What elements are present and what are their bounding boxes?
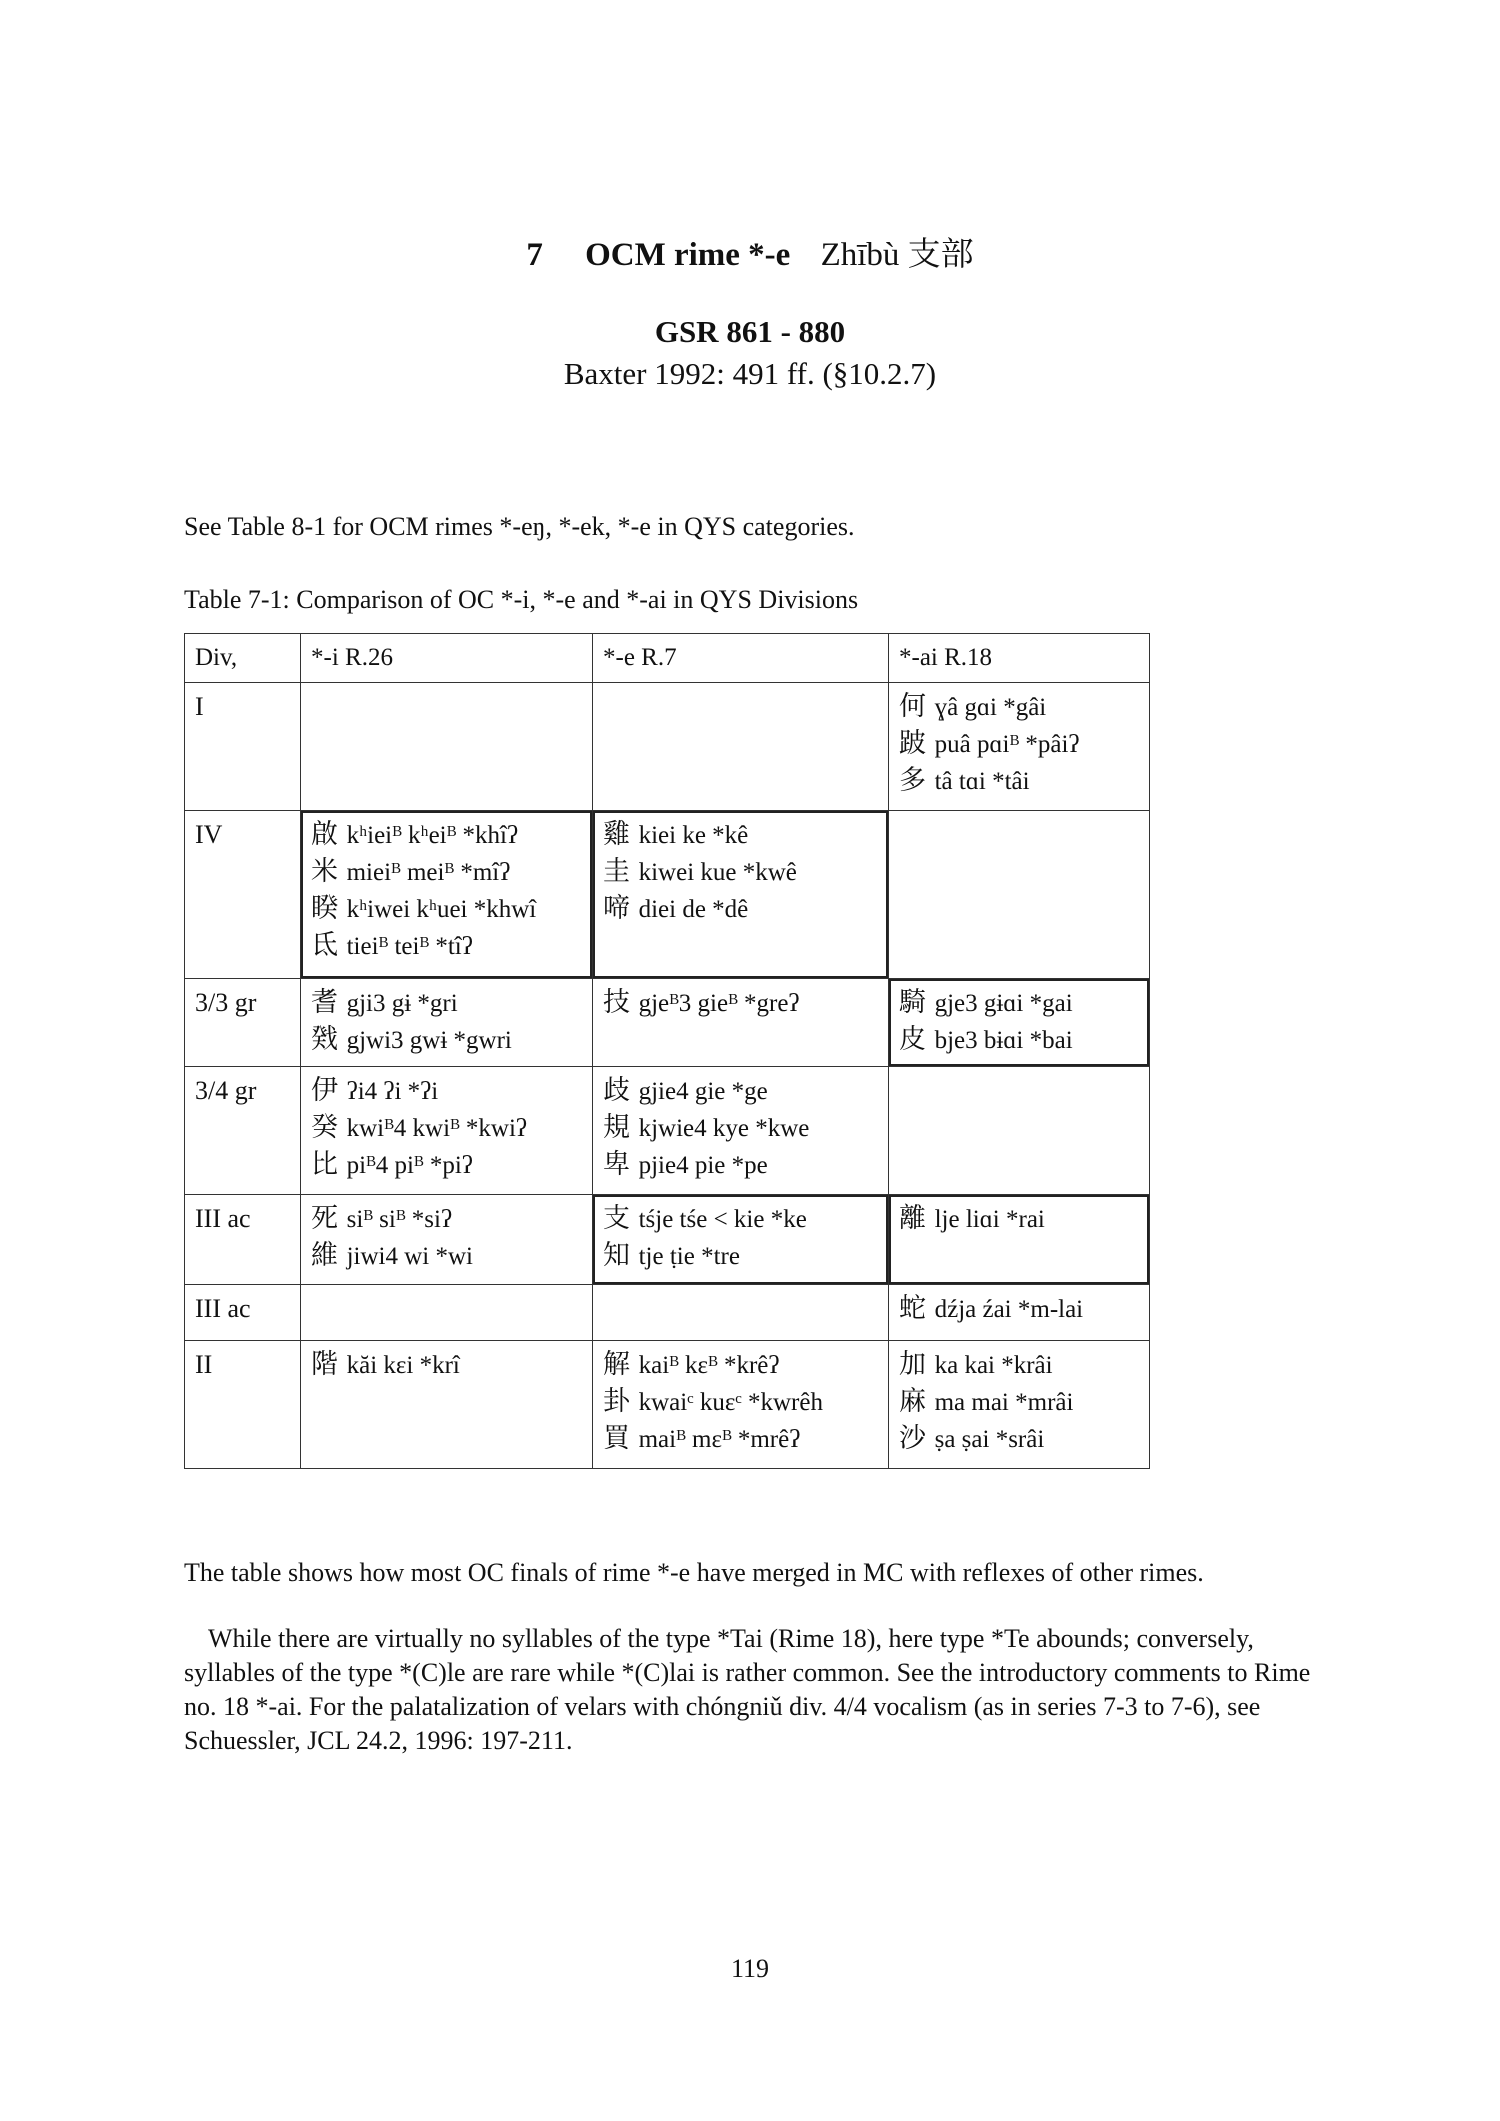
entry-readings: gji3 gɨ *gri: [346, 990, 458, 1017]
entry-readings: lje liɑi *rai: [934, 1206, 1045, 1233]
entry: [311, 1073, 582, 1110]
entry-character: 知: [603, 1240, 639, 1271]
entry-character: 耆: [311, 987, 347, 1018]
entry-character: 蛇: [899, 1293, 935, 1324]
entry-readings: ʔi4 ʔi *ʔi: [346, 1078, 439, 1105]
entry-character: 卦: [603, 1386, 639, 1417]
entry: [899, 1291, 1139, 1328]
entry: [899, 1347, 1139, 1384]
cell-i: [301, 1195, 593, 1285]
entry: [899, 726, 1139, 763]
entry: [603, 1421, 878, 1458]
entry-character: 維: [311, 1240, 347, 1271]
entry-character: 比: [311, 1149, 347, 1180]
cell-ai: [889, 1285, 1150, 1341]
paragraph-2: While there are virtually no syllables of the type *Tai (Rime 18), here type *Te abounds; conversely, syllables of the type *(C)le are rare while *(C)lai is rather common. See the introductory comments to Rime no. 18 *-ai. For the palatalization of velars with chóngniǔ div. 4/4 vocalism (as in series 7-3 to 7-6), see Schuessler, JCL 24.2, 1996: 197-211.: [184, 1624, 1311, 1755]
entry-character: 解: [603, 1349, 639, 1380]
cell-ai: [889, 811, 1150, 979]
table-caption: Table 7-1: Comparison of OC *-i, *-e and *-ai in QYS Divisions: [184, 585, 859, 614]
entry-readings: tśje tśe < kie *ke: [638, 1206, 807, 1233]
entry-character: 氐: [311, 930, 347, 961]
entry: [899, 1421, 1139, 1458]
cell-i: [301, 979, 593, 1067]
entry: [311, 891, 582, 928]
section-heading: [0, 228, 1500, 275]
entry: [311, 854, 582, 891]
entry: [899, 1201, 1139, 1238]
entry: [899, 1022, 1139, 1059]
paragraph-1: The table shows how most OC finals of rime *-e have merged in MC with reflexes of other rimes.: [184, 1558, 1204, 1587]
entry-readings: gje3 gɨɑi *gai: [934, 990, 1073, 1017]
table-row: [185, 1067, 1150, 1195]
entry-readings: kaiᴮ kɛᴮ *krêʔ: [638, 1352, 780, 1379]
header-div: Div,: [185, 634, 301, 683]
entry-readings: gjeᴮ3 gieᴮ *greʔ: [638, 990, 800, 1017]
cell-ai: [889, 683, 1150, 811]
cell-e: [593, 683, 889, 811]
cell-i: [301, 1341, 593, 1469]
entry-character: 多: [899, 765, 935, 796]
gsr-reference: GSR 861 - 880: [654, 314, 846, 349]
entry-character: 買: [603, 1423, 639, 1454]
header-i: *-i R.26: [301, 634, 593, 683]
entry-readings: pjie4 pie *pe: [638, 1152, 768, 1179]
entry-character: 跛: [899, 728, 935, 759]
cell-e: [593, 1341, 889, 1469]
entry-readings: kwaiᶜ kuɛᶜ *kwrêh: [638, 1389, 823, 1416]
entry-character: 階: [311, 1349, 347, 1380]
cell-e: [593, 1067, 889, 1195]
header-ai: *-ai R.18: [889, 634, 1150, 683]
entry: [899, 985, 1139, 1022]
entry-character: 啼: [603, 893, 639, 924]
entry-readings: maiᴮ mɛᴮ *mrêʔ: [638, 1426, 801, 1453]
entry-character: 啟: [311, 819, 347, 850]
entry: [603, 854, 878, 891]
entry: [603, 1201, 878, 1238]
table-header-row: [185, 634, 1150, 683]
entry-character: 戣: [311, 1024, 347, 1055]
comparison-table: [184, 633, 1150, 1469]
cell-ai: [889, 1341, 1150, 1469]
entry: [311, 1238, 582, 1275]
entry-readings: gjwi3 gwɨ *gwri: [346, 1027, 512, 1054]
entry-readings: ṣa ṣai *srâi: [934, 1426, 1045, 1453]
entry-readings: tieiᴮ teiᴮ *tîʔ: [346, 933, 473, 960]
table-row: [185, 683, 1150, 811]
entry-readings: ɣâ gɑi *gâi: [934, 694, 1047, 721]
entry: [603, 1384, 878, 1421]
entry: [311, 1201, 582, 1238]
entry-character: 技: [603, 987, 639, 1018]
cell-e: [593, 979, 889, 1067]
entry-readings: tâ tɑi *tâi: [934, 768, 1030, 795]
division-label: III ac: [185, 1195, 301, 1285]
entry-readings: piᴮ4 piᴮ *piʔ: [346, 1152, 473, 1179]
entry-character: 米: [311, 856, 347, 887]
entry-character: 皮: [899, 1024, 935, 1055]
entry-character: 加: [899, 1349, 935, 1380]
entry-readings: gjie4 gie *ge: [638, 1078, 768, 1105]
entry-readings: kiwei kue *kwê: [638, 859, 797, 886]
table-row: [185, 1285, 1150, 1341]
entry-character: 離: [899, 1203, 935, 1234]
entry-character: 睽: [311, 893, 347, 924]
section-chinese-name: Zhībù 支部: [820, 237, 974, 273]
entry-readings: kʰiwei kʰuei *khwî: [346, 896, 537, 923]
table-body: [185, 683, 1150, 1469]
entry: [311, 1022, 582, 1059]
division-label: 3/3 gr: [185, 979, 301, 1067]
division-label: 3/4 gr: [185, 1067, 301, 1195]
entry: [311, 817, 582, 854]
entry-readings: kwiᴮ4 kwiᴮ *kwiʔ: [346, 1115, 528, 1142]
entry-readings: mieiᴮ meiᴮ *mîʔ: [346, 859, 511, 886]
header-e: *-e R.7: [593, 634, 889, 683]
page-number: 119: [730, 1954, 770, 1983]
entry-readings: diei de *dê: [638, 896, 749, 923]
entry-character: 卑: [603, 1149, 639, 1180]
table-row: [185, 1341, 1150, 1469]
entry: [603, 985, 878, 1022]
entry-character: 支: [603, 1203, 639, 1234]
table-row: [185, 979, 1150, 1067]
section-title: OCM rime *-e: [585, 237, 791, 273]
entry-readings: siᴮ siᴮ *siʔ: [346, 1206, 453, 1233]
entry-readings: dźja źai *m-lai: [934, 1296, 1084, 1323]
entry: [603, 1238, 878, 1275]
table-row: [185, 811, 1150, 979]
entry: [311, 985, 582, 1022]
cell-i: [301, 683, 593, 811]
cell-i: [301, 1067, 593, 1195]
entry-readings: kiei ke *kê: [638, 822, 749, 849]
entry-readings: tje ṭie *tre: [638, 1243, 740, 1270]
cell-i: [301, 1285, 593, 1341]
entry-character: 歧: [603, 1075, 639, 1106]
entry-character: 規: [603, 1112, 639, 1143]
entry: [311, 1347, 582, 1384]
entry-readings: ma mai *mrâi: [934, 1389, 1074, 1416]
entry: [603, 1110, 878, 1147]
division-label: IV: [185, 811, 301, 979]
entry-readings: bje3 bɨɑi *bai: [934, 1027, 1073, 1054]
baxter-reference: Baxter 1992: 491 ff. (§10.2.7): [563, 356, 937, 391]
entry: [603, 1147, 878, 1184]
section-number: 7: [526, 237, 543, 273]
cell-e: [593, 1195, 889, 1285]
cell-ai: [889, 1067, 1150, 1195]
see-table-note: See Table 8-1 for OCM rimes *-eŋ, *-ek, *-e in QYS categories.: [184, 512, 855, 541]
entry-readings: kjwie4 kye *kwe: [638, 1115, 810, 1142]
entry-character: 騎: [899, 987, 935, 1018]
entry-readings: kăi kɛi *krî: [346, 1352, 460, 1379]
entry: [603, 817, 878, 854]
entry: [899, 689, 1139, 726]
entry-character: 伊: [311, 1075, 347, 1106]
division-label: I: [185, 683, 301, 811]
entry: [899, 1384, 1139, 1421]
entry: [899, 763, 1139, 800]
cell-i: [301, 811, 593, 979]
entry-character: 何: [899, 691, 935, 722]
cell-e: [593, 811, 889, 979]
cell-e: [593, 1285, 889, 1341]
entry: [311, 928, 582, 965]
cell-ai: [889, 1195, 1150, 1285]
entry: [603, 1347, 878, 1384]
entry-character: 沙: [899, 1423, 935, 1454]
entry-readings: puâ pɑiᴮ *pâiʔ: [934, 731, 1080, 758]
entry: [603, 1073, 878, 1110]
entry-character: 圭: [603, 856, 639, 887]
entry-readings: ka kai *krâi: [934, 1352, 1053, 1379]
cell-ai: [889, 979, 1150, 1067]
entry: [311, 1110, 582, 1147]
entry-readings: jiwi4 wi *wi: [346, 1243, 473, 1270]
entry: [311, 1147, 582, 1184]
entry-character: 雞: [603, 819, 639, 850]
entry-character: 麻: [899, 1386, 935, 1417]
entry: [603, 891, 878, 928]
table-row: [185, 1195, 1150, 1285]
division-label: II: [185, 1341, 301, 1469]
entry-character: 死: [311, 1203, 347, 1234]
entry-readings: kʰieiᴮ kʰeiᴮ *khîʔ: [346, 822, 519, 849]
entry-character: 癸: [311, 1112, 347, 1143]
division-label: III ac: [185, 1285, 301, 1341]
